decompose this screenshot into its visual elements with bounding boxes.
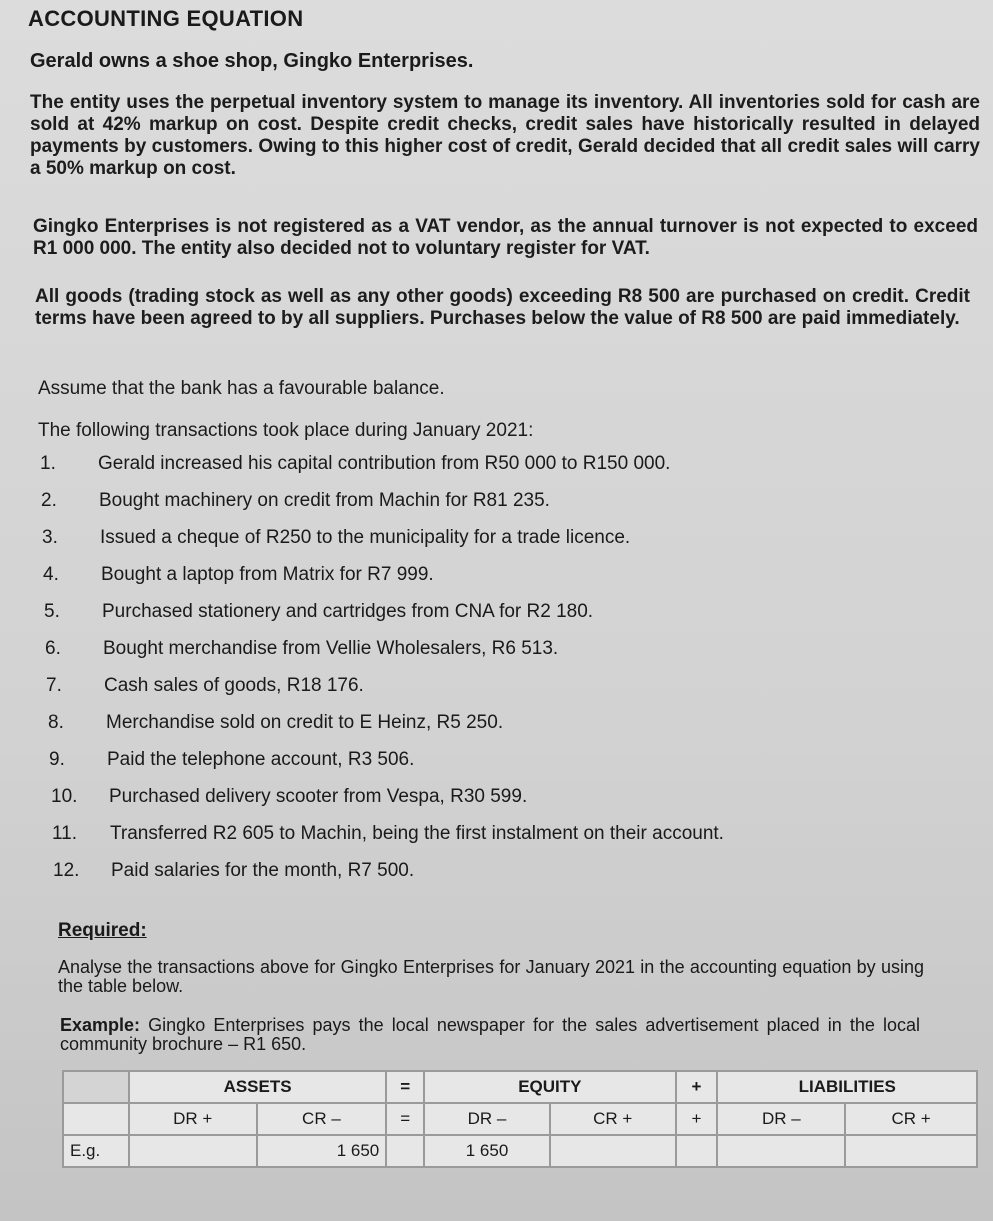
item-text: Cash sales of goods, R18 176. (104, 675, 364, 696)
item-text: Bought a laptop from Matrix for R7 999. (101, 564, 434, 585)
equals-cell (386, 1135, 424, 1167)
credit-paragraph: All goods (trading stock as well as any other goods) exceeding R8 500 are purchased on credit. Credit terms have been agreed to by all suppliers. Purchases below the value of R8 500 are paid immediately. (35, 286, 970, 329)
item-number: 8. (48, 712, 64, 733)
plus-cell (676, 1135, 718, 1167)
required-instructions: Analyse the transactions above for Gingko Enterprises for January 2021 in the accounting equation by using the table below. (58, 957, 924, 996)
list-item (40, 564, 860, 601)
blank-header-cell (63, 1071, 129, 1103)
equals-header: = (386, 1071, 424, 1103)
item-number: 11. (52, 823, 78, 844)
list-item (40, 860, 860, 897)
item-number: 3. (42, 527, 58, 548)
equity-dr-cell: 1 650 (424, 1135, 550, 1167)
assets-dr-header: DR + (129, 1103, 257, 1135)
equity-header: EQUITY (424, 1071, 675, 1103)
item-text: Bought machinery on credit from Machin for R81 235. (99, 490, 550, 511)
item-number: 5. (44, 601, 60, 622)
list-item (40, 638, 860, 675)
scenario-intro: Gerald owns a shoe shop, Gingko Enterprises. (30, 50, 474, 72)
list-item (40, 675, 860, 712)
list-item (40, 786, 860, 823)
plus-header: + (676, 1071, 718, 1103)
equals-subheader: = (386, 1103, 424, 1135)
plus-subheader: + (676, 1103, 718, 1135)
list-item (40, 453, 860, 490)
list-item (40, 823, 860, 860)
list-item (40, 712, 860, 749)
inventory-paragraph: The entity uses the perpetual inventory system to manage its inventory. All inventories sold for cash are sold at 42% markup on cost. Despite credit checks, credit sales have historically resulted in delayed payments by customers. Owing to this higher cost of credit, Gerald decided that all credit sales will carry a 50% markup on cost. (30, 92, 980, 179)
equity-cr-header: CR + (550, 1103, 676, 1135)
example-text: Gingko Enterprises pays the local newspaper for the sales advertisement placed in the local community brochure – R1 650. (60, 1015, 920, 1054)
list-item (40, 749, 860, 786)
table-subheader-row (63, 1103, 977, 1135)
bank-paragraph: Assume that the bank has a favourable balance. (38, 378, 445, 399)
table-row (63, 1135, 977, 1167)
item-number: 2. (41, 490, 57, 511)
liabilities-cr-header: CR + (845, 1103, 977, 1135)
example-paragraph (60, 1016, 920, 1054)
item-number: 9. (49, 749, 65, 770)
accounting-equation-table (62, 1070, 978, 1168)
item-text: Purchased stationery and cartridges from CNA for R2 180. (102, 601, 594, 622)
equity-dr-header: DR – (424, 1103, 550, 1135)
item-text: Issued a cheque of R250 to the municipality for a trade licence. (100, 527, 631, 548)
item-number: 6. (45, 638, 61, 659)
list-item (40, 490, 860, 527)
item-text: Paid the telephone account, R3 506. (107, 749, 415, 770)
required-heading: Required: (58, 920, 147, 941)
liabilities-header: LIABILITIES (717, 1071, 977, 1103)
item-text: Merchandise sold on credit to E Heinz, R5 250. (106, 712, 504, 733)
example-label: Example: (60, 1015, 141, 1035)
vat-paragraph: Gingko Enterprises is not registered as a VAT vendor, as the annual turnover is not expected to exceed R1 000 000. The entity also decided not to voluntary register for VAT. (33, 216, 978, 259)
transaction-list (40, 453, 860, 897)
liabilities-cr-cell (845, 1135, 977, 1167)
assets-header: ASSETS (129, 1071, 386, 1103)
item-number: 10. (51, 786, 78, 807)
item-text: Bought merchandise from Vellie Wholesalers, R6 513. (103, 638, 559, 659)
transactions-intro: The following transactions took place during January 2021: (38, 420, 534, 441)
list-item (40, 527, 860, 564)
assets-cr-cell: 1 650 (257, 1135, 387, 1167)
page-title: ACCOUNTING EQUATION (28, 6, 304, 31)
item-number: 4. (43, 564, 59, 585)
item-text: Gerald increased his capital contribution from R50 000 to R150 000. (98, 453, 671, 474)
item-number: 7. (46, 675, 62, 696)
item-text: Transferred R2 605 to Machin, being the first instalment on their account. (110, 823, 724, 844)
row-label: E.g. (63, 1135, 129, 1167)
item-text: Purchased delivery scooter from Vespa, R30 599. (109, 786, 528, 807)
liabilities-dr-cell (717, 1135, 845, 1167)
item-number: 12. (53, 860, 80, 881)
equity-cr-cell (550, 1135, 676, 1167)
liabilities-dr-header: DR – (717, 1103, 845, 1135)
table-header-row (63, 1071, 977, 1103)
item-text: Paid salaries for the month, R7 500. (111, 860, 415, 881)
assets-dr-cell (129, 1135, 257, 1167)
blank-subheader-cell (63, 1103, 129, 1135)
list-item (40, 601, 860, 638)
item-number: 1. (40, 453, 56, 474)
assets-cr-header: CR – (257, 1103, 387, 1135)
